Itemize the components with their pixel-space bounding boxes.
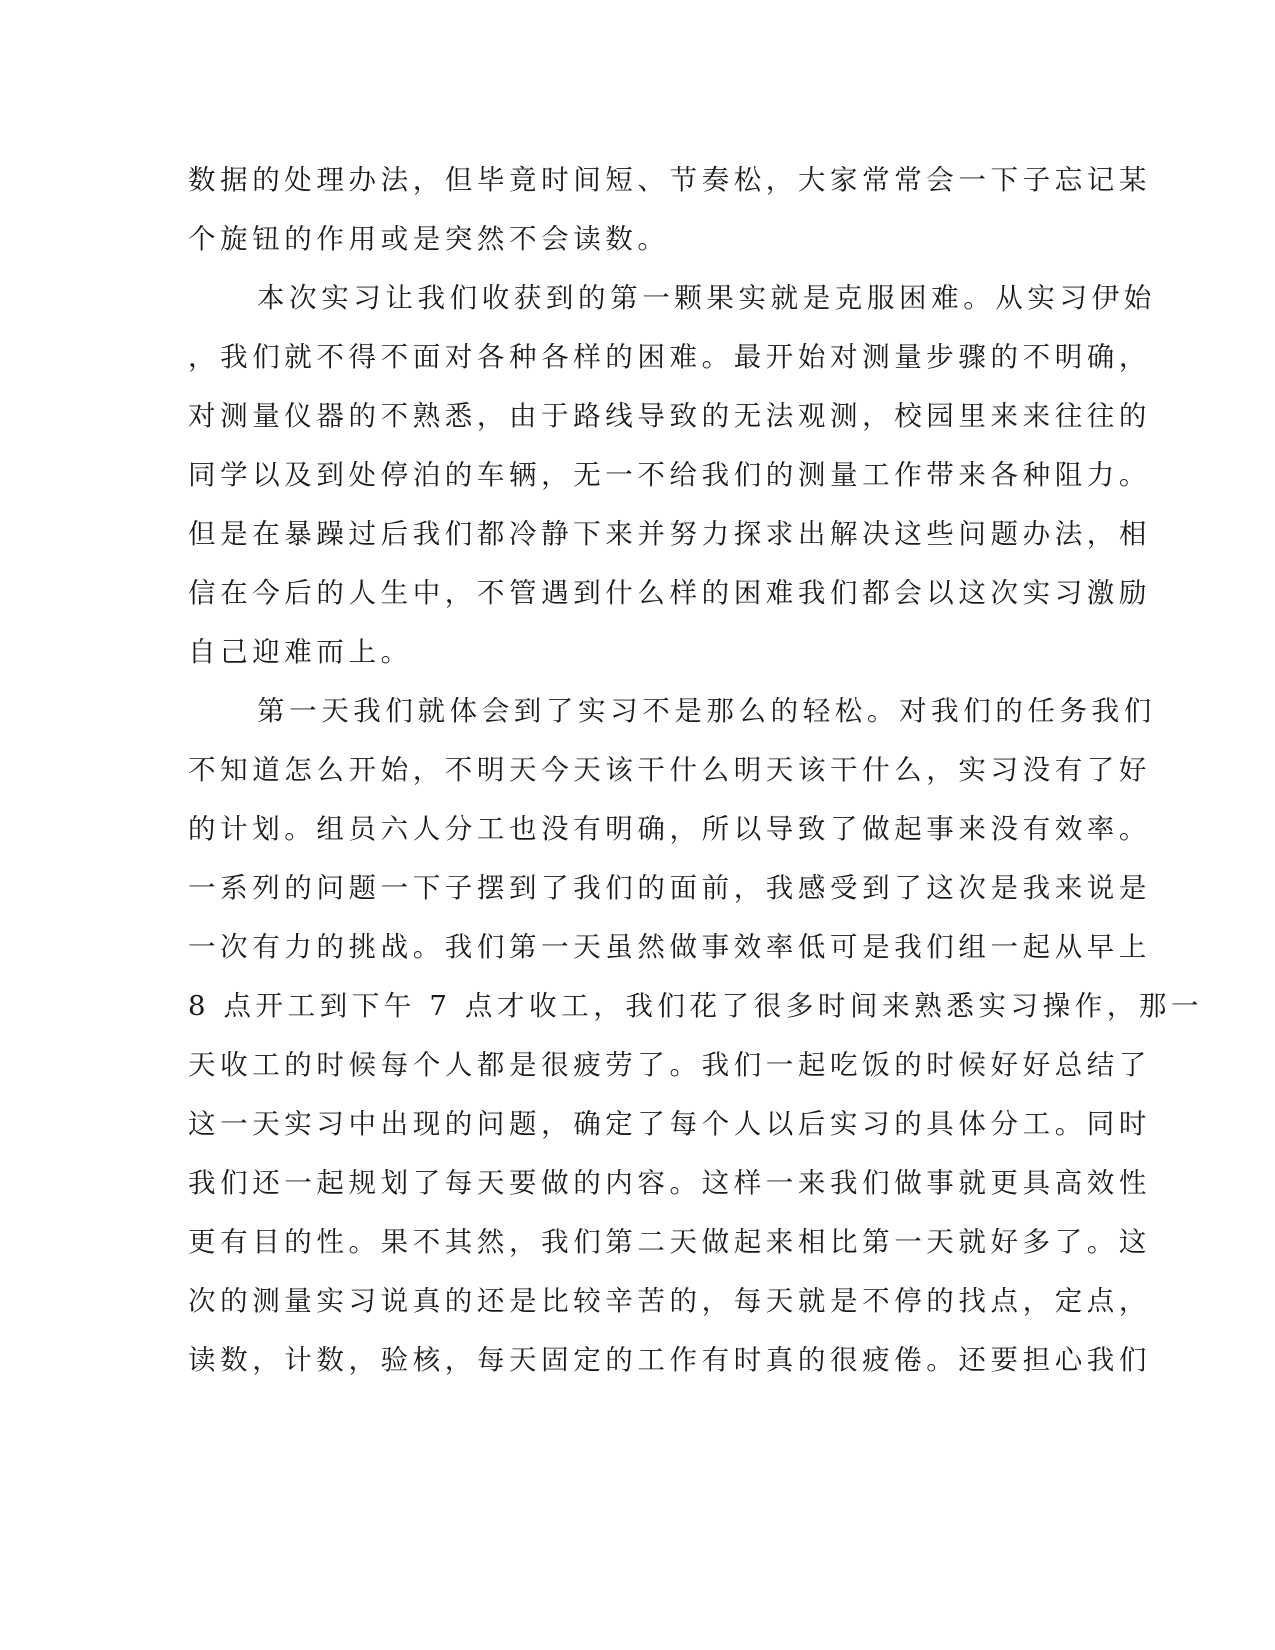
text-line: 但是在暴躁过后我们都冷静下来并努力探求出解决这些问题办法，相 (188, 518, 1151, 550)
text-line: 同学以及到处停泊的车辆，无一不给我们的测量工作带来各种阻力。 (188, 459, 1151, 491)
text-line: 信在今后的人生中，不管遇到什么样的困难我们都会以这次实习激励 (188, 577, 1151, 609)
paragraph-first-line: 第一天我们就体会到了实习不是那么的轻松。对我们的任务我们 (257, 695, 1156, 727)
text-line: 一次有力的挑战。我们第一天虽然做事效率低可是我们组一起从早上 (188, 931, 1151, 963)
text-line: 读数，计数，验核，每天固定的工作有时真的很疲倦。还要担心我们 (188, 1344, 1151, 1376)
text-line: 对测量仪器的不熟悉，由于路线导致的无法观测，校园里来来往往的 (188, 400, 1151, 432)
text-line: 个旋钮的作用或是突然不会读数。 (188, 223, 670, 255)
text-line: 8 点开工到下午 7 点才收工，我们花了很多时间来熟悉实习操作，那一 (188, 990, 1204, 1022)
text-line: 自己迎难而上。 (188, 636, 413, 668)
text-line: 的计划。组员六人分工也没有明确，所以导致了做起事来没有效率。 (188, 813, 1151, 845)
text-line: 一系列的问题一下子摆到了我们的面前，我感受到了这次是我来说是 (188, 872, 1151, 904)
text-line: 数据的处理办法，但毕竟时间短、节奏松，大家常常会一下子忘记某 (188, 164, 1151, 196)
text-line: 不知道怎么开始，不明天今天该干什么明天该干什么，实习没有了好 (188, 754, 1151, 786)
text-line: 更有目的性。果不其然，我们第二天做起来相比第一天就好多了。这 (188, 1226, 1151, 1258)
paragraph-first-line: 本次实习让我们收获到的第一颗果实就是克服困难。从实习伊始 (257, 282, 1156, 314)
text-line: ，我们就不得不面对各种各样的困难。最开始对测量步骤的不明确， (188, 341, 1151, 373)
text-line: 次的测量实习说真的还是比较辛苦的，每天就是不停的找点，定点， (188, 1285, 1151, 1317)
text-line: 我们还一起规划了每天要做的内容。这样一来我们做事就更具高效性 (188, 1167, 1151, 1199)
text-line: 这一天实习中出现的问题，确定了每个人以后实习的具体分工。同时 (188, 1108, 1151, 1140)
text-line: 天收工的时候每个人都是很疲劳了。我们一起吃饭的时候好好总结了 (188, 1049, 1151, 1081)
